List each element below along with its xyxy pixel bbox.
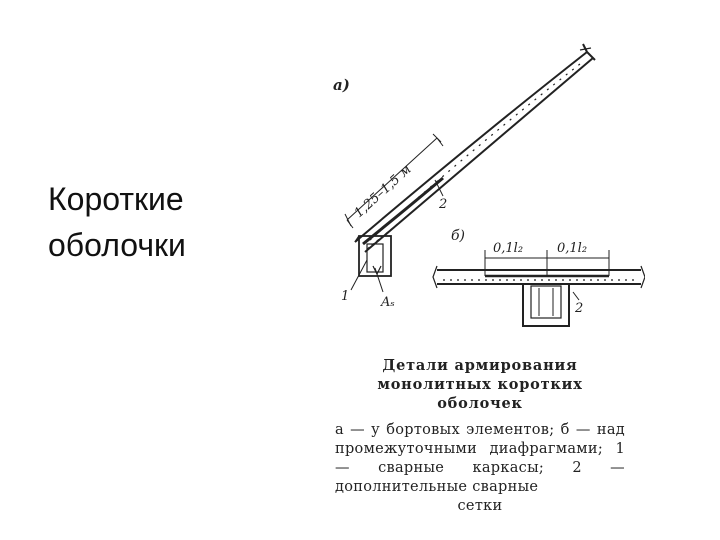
dimension-b1-label: 0,1l₂ [493,241,524,256]
slide-title-line-2: оболочки [48,227,186,263]
label-number-1: 1 [341,289,350,304]
slide-title-line-1: Короткие [48,181,184,217]
label-b: б) [451,228,466,244]
figure-b-drawing [433,250,645,326]
figure-caption-title: Детали армирования монолитных коротких оболочек [377,357,583,412]
figure-caption-last: сетки [457,498,503,514]
figure-caption-text: а — у бортовых элементов; б — над промежуточными диафрагмами; 1 — сварные каркасы; 2 — дополнительные сварные [335,422,625,495]
dimension-a-label: 1,25–1,5 м [351,162,415,221]
label-number-2-a: 2 [439,197,448,212]
label-as: Aₛ [381,295,395,310]
slide-title [48,176,308,268]
reinforcement-drawing [325,30,645,350]
dimension-b2-label: 0,1l₂ [557,241,588,256]
figure-caption-body [335,421,625,516]
label-number-2-b: 2 [575,301,584,316]
label-a: а) [333,76,350,94]
